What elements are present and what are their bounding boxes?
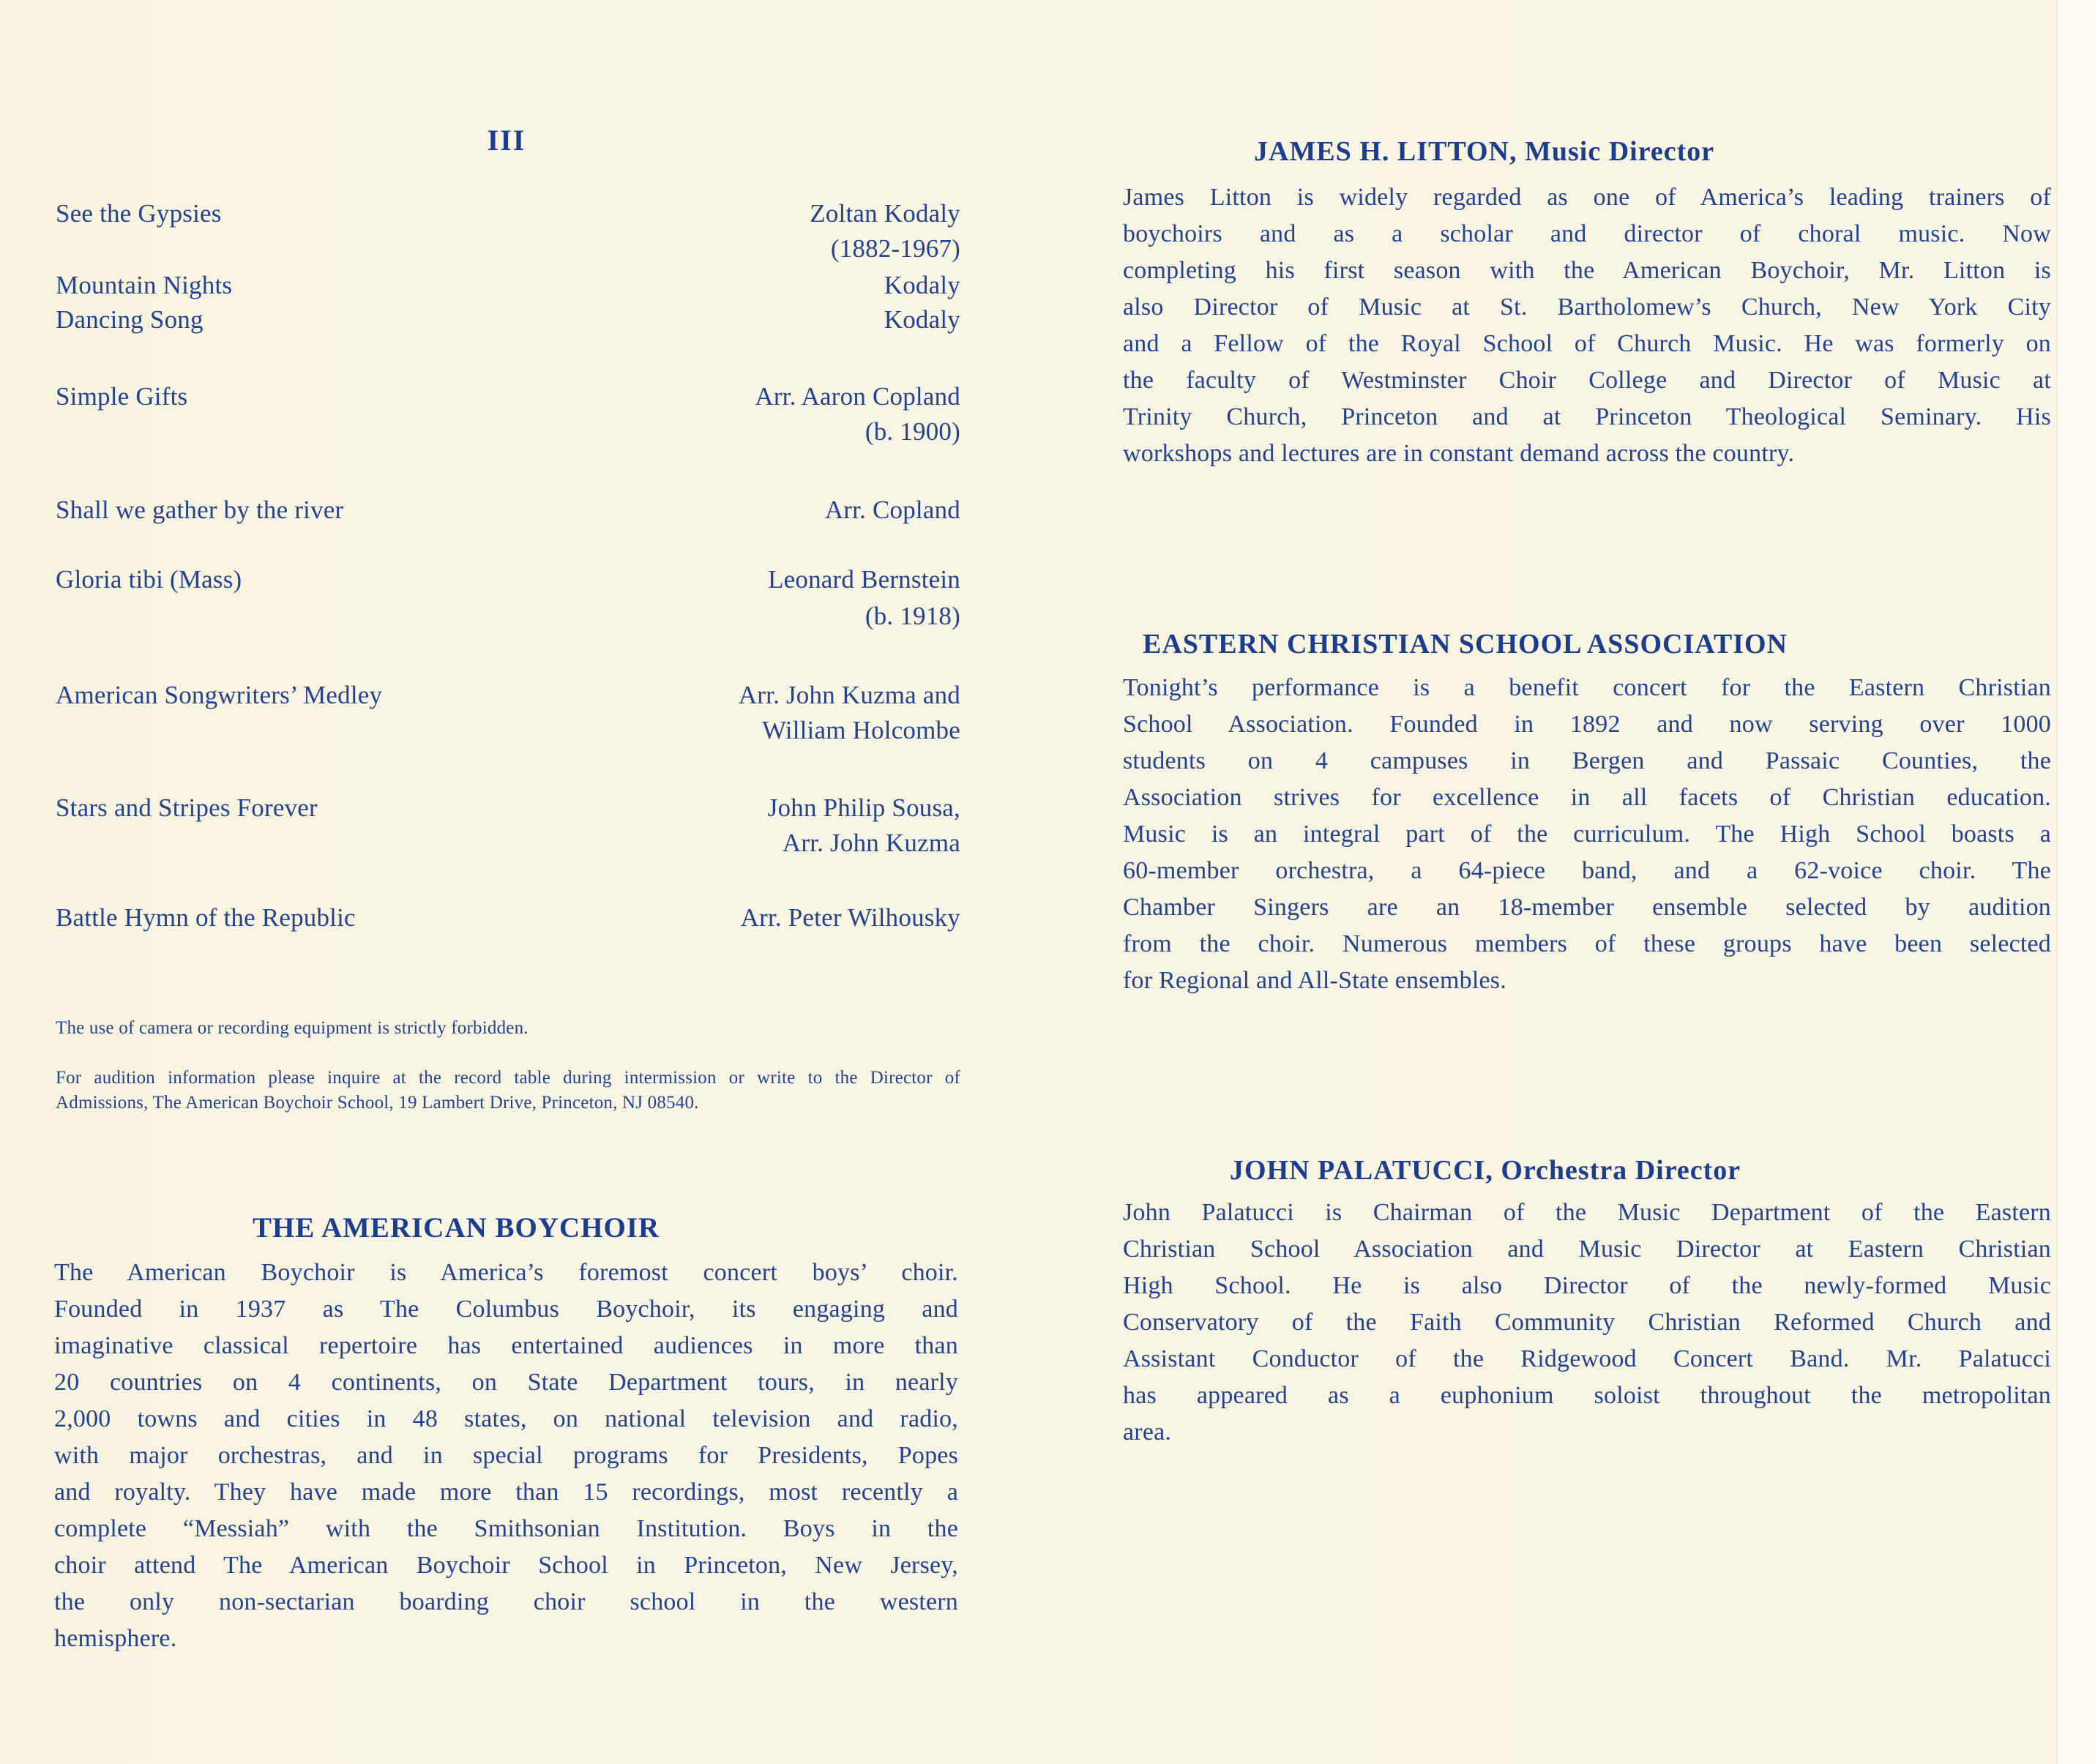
bios-column xyxy=(1123,0,2051,1764)
paragraph-line: also Director of Music at St. Bartholomew’s Church, New York City xyxy=(1123,294,2051,321)
paragraph-line: Association strives for excellence in all facets of Christian education. xyxy=(1123,784,2051,811)
piece-composer: Arr. Aaron Copland xyxy=(755,382,960,411)
program-row-continuation xyxy=(53,829,960,862)
piece-composer: Arr. Peter Wilhousky xyxy=(740,903,960,932)
piece-composer-dates: (1882-1967) xyxy=(830,234,960,263)
paragraph-line: with major orchestras, and in special programs for Presidents, Popes xyxy=(54,1442,958,1469)
program-row xyxy=(53,565,960,599)
boychoir-paragraph xyxy=(54,1255,958,1657)
piece-composer: Kodaly xyxy=(884,271,960,299)
program-row xyxy=(53,199,960,233)
paragraph-line: Music is an integral part of the curriculum. The High School boasts a xyxy=(1123,821,2051,848)
paragraph-line: 2,000 towns and cities in 48 states, on national television and radio, xyxy=(54,1405,958,1432)
paragraph-line: Assistant Conductor of the Ridgewood Concert Band. Mr. Palatucci xyxy=(1123,1345,2051,1372)
paragraph-line: Chamber Singers are an 18-member ensemble selected by audition xyxy=(1123,894,2051,921)
program-row-continuation xyxy=(53,417,960,451)
paragraph-line: completing his first season with the American Boychoir, Mr. Litton is xyxy=(1123,257,2051,284)
piece-title: American Songwriters’ Medley xyxy=(56,681,383,709)
program-row xyxy=(53,271,960,304)
paragraph-line: James Litton is widely regarded as one of America’s leading trainers of xyxy=(1123,184,2051,211)
piece-title: Shall we gather by the river xyxy=(56,496,344,524)
litton-paragraph xyxy=(1123,179,2051,472)
program-row xyxy=(53,681,960,714)
paragraph-line: area. xyxy=(1123,1419,1172,1446)
program-row-continuation xyxy=(53,716,960,750)
piece-title: Simple Gifts xyxy=(56,382,188,411)
program-row xyxy=(53,793,960,827)
paragraph-line: imaginative classical repertoire has entertained audiences in more than xyxy=(54,1332,958,1359)
piece-composer: Zoltan Kodaly xyxy=(810,199,960,228)
camera-notice: The use of camera or recording equipment is strictly forbidden. xyxy=(56,1018,529,1038)
paragraph-line: from the choir. Numerous members of these groups have been selected xyxy=(1123,930,2051,957)
paragraph-line: choir attend The American Boychoir School in Princeton, New Jersey, xyxy=(54,1552,958,1579)
paragraph-line: the faculty of Westminster Choir College and Director of Music at xyxy=(1123,367,2051,394)
paragraph-line: School Association. Founded in 1892 and now serving over 1000 xyxy=(1123,711,2051,738)
paragraph-line: the only non-sectarian boarding choir school in the western xyxy=(54,1588,958,1615)
paragraph-line: 60-member orchestra, a 64-piece band, and a 62-voice choir. The xyxy=(1123,857,2051,884)
piece-title: Battle Hymn of the Republic xyxy=(56,903,356,932)
program-row xyxy=(53,382,960,416)
paragraph-line: has appeared as a euphonium soloist throughout the metropolitan xyxy=(1123,1382,2051,1409)
paragraph-line: boychoirs and as a scholar and director of choral music. Now xyxy=(1123,220,2051,247)
piece-title: Dancing Song xyxy=(56,305,203,334)
piece-composer-dates: (b. 1900) xyxy=(864,417,960,446)
program-row-continuation xyxy=(53,602,960,635)
palatucci-heading: JOHN PALATUCCI, Orchestra Director xyxy=(1230,1155,1741,1186)
paragraph-line: complete “Messiah” with the Smithsonian Institution. Boys in the xyxy=(54,1515,958,1542)
piece-composer: Arr. John Kuzma and xyxy=(738,681,960,709)
paragraph-line: High School. He is also Director of the newly-formed Music xyxy=(1123,1272,2051,1299)
program-row xyxy=(53,305,960,339)
paragraph-line: and a Fellow of the Royal School of Church Music. He was formerly on xyxy=(1123,330,2051,357)
piece-composer-line2: Arr. John Kuzma xyxy=(782,829,960,857)
litton-heading: JAMES H. LITTON, Music Director xyxy=(1254,136,1715,167)
paragraph-line: The American Boychoir is America’s foremost concert boys’ choir. xyxy=(54,1259,958,1286)
audition-notice xyxy=(56,1066,960,1115)
notice-line: Admissions, The American Boychoir School, 19 Lambert Drive, Princeton, NJ 08540. xyxy=(56,1093,699,1113)
piece-title: Stars and Stripes Forever xyxy=(56,793,318,822)
ecsa-heading: EASTERN CHRISTIAN SCHOOL ASSOCIATION xyxy=(1143,629,1788,659)
program-row-continuation xyxy=(53,234,960,268)
program-row xyxy=(53,496,960,529)
paragraph-line: hemisphere. xyxy=(54,1625,177,1652)
piece-composer-line2: William Holcombe xyxy=(761,716,960,744)
piece-composer: Arr. Copland xyxy=(824,496,960,524)
piece-title: See the Gypsies xyxy=(56,199,222,228)
paragraph-line: and royalty. They have made more than 15 recordings, most recently a xyxy=(54,1479,958,1506)
paragraph-line: 20 countries on 4 continents, on State Department tours, in nearly xyxy=(54,1369,958,1396)
part-number-heading: III xyxy=(487,124,526,157)
piece-title: Gloria tibi (Mass) xyxy=(56,565,242,594)
program-row xyxy=(53,903,960,937)
ecsa-paragraph xyxy=(1123,670,2051,999)
paragraph-line: Christian School Association and Music Director at Eastern Christian xyxy=(1123,1236,2051,1263)
paragraph-line: Conservatory of the Faith Community Christian Reformed Church and xyxy=(1123,1309,2051,1336)
paragraph-line: John Palatucci is Chairman of the Music Department of the Eastern xyxy=(1123,1199,2051,1226)
paragraph-line: Trinity Church, Princeton and at Princeton Theological Seminary. His xyxy=(1123,403,2051,430)
paragraph-line: Tonight’s performance is a benefit concert for the Eastern Christian xyxy=(1123,674,2051,701)
notice-line: For audition information please inquire at the record table during intermission or write to the Director of xyxy=(56,1068,960,1088)
piece-title: Mountain Nights xyxy=(56,271,233,299)
program-column xyxy=(53,0,960,1764)
piece-composer: Kodaly xyxy=(884,305,960,334)
piece-composer-dates: (b. 1918) xyxy=(864,602,960,630)
scan-edge-strip xyxy=(2057,0,2095,1764)
paragraph-line: Founded in 1937 as The Columbus Boychoir, its engaging and xyxy=(54,1296,958,1323)
piece-composer: John Philip Sousa, xyxy=(767,793,960,822)
piece-composer: Leonard Bernstein xyxy=(768,565,960,594)
paragraph-line: workshops and lectures are in constant demand across the country. xyxy=(1123,440,1795,467)
paragraph-line: students on 4 campuses in Bergen and Passaic Counties, the xyxy=(1123,747,2051,774)
boychoir-heading: THE AMERICAN BOYCHOIR xyxy=(253,1212,660,1244)
paragraph-line: for Regional and All-State ensembles. xyxy=(1123,967,1506,994)
palatucci-paragraph xyxy=(1123,1195,2051,1451)
